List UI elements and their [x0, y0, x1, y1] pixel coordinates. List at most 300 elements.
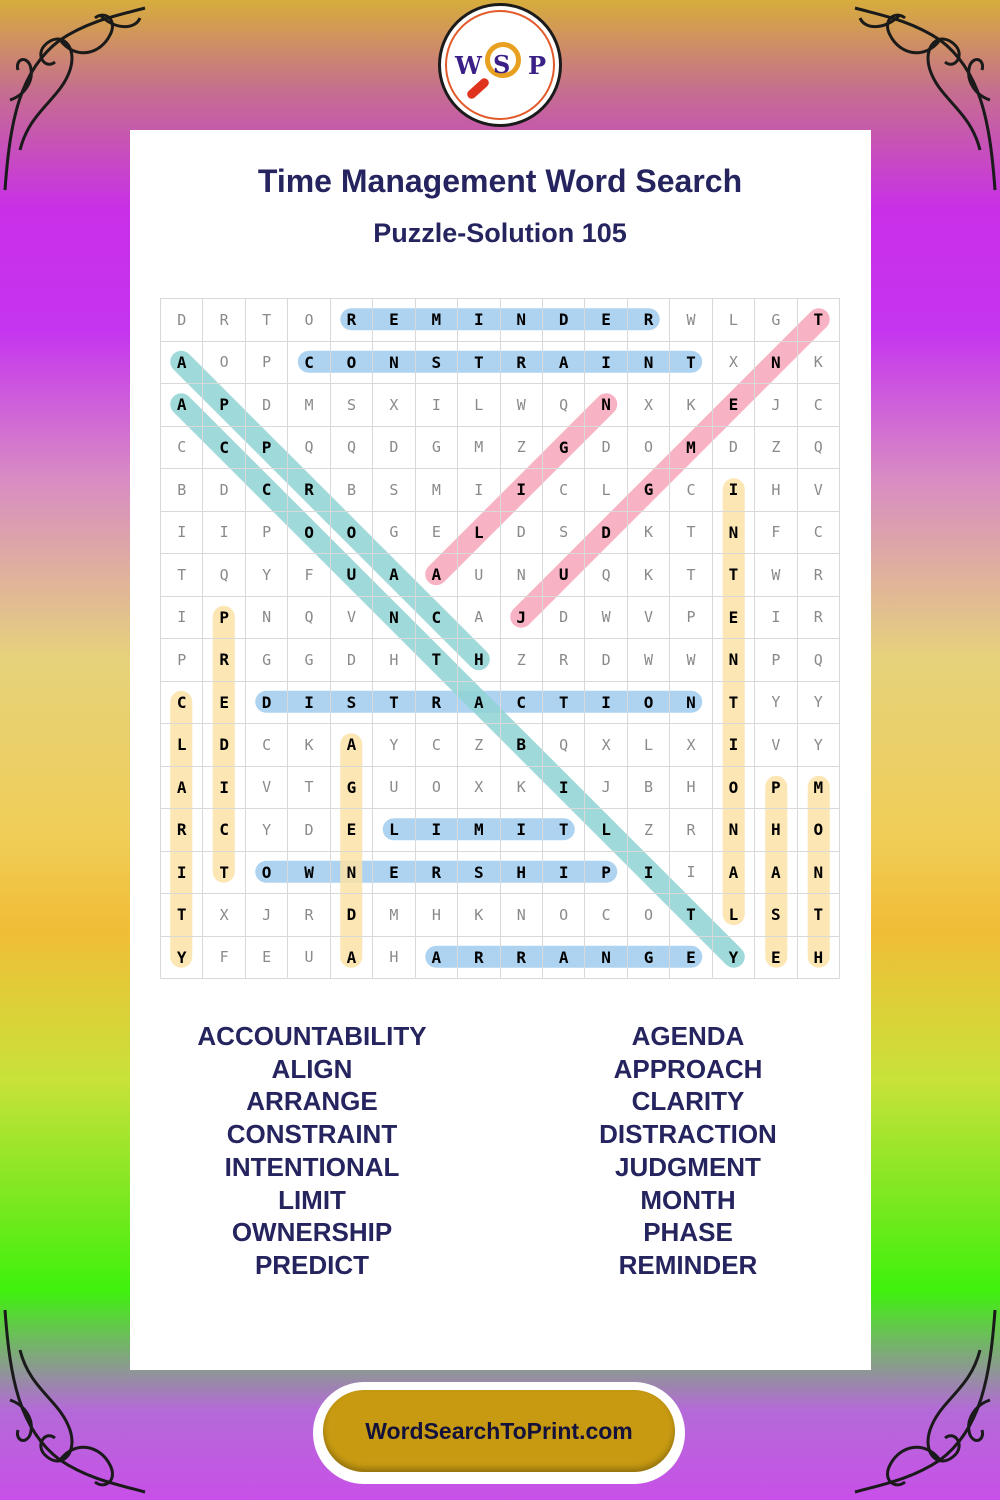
word-list-item: REMINDER [618, 1249, 758, 1280]
grid-row [161, 426, 840, 469]
grid-cell[interactable]: T [161, 554, 203, 597]
grid-cell[interactable]: S [330, 384, 372, 427]
grid-cell[interactable]: U [373, 766, 415, 809]
grid-cell[interactable]: A [330, 724, 372, 767]
grid-cell[interactable]: O [330, 341, 372, 384]
grid-cell[interactable]: I [712, 469, 754, 512]
word-list-item: PREDICT [254, 1249, 370, 1280]
word-list-item: INTENTIONAL [224, 1151, 400, 1182]
grid-cell[interactable]: M [458, 809, 500, 852]
grid-cell[interactable]: X [585, 724, 627, 767]
grid-cell[interactable]: V [627, 596, 669, 639]
grid-cell[interactable]: T [670, 894, 712, 937]
grid-cell[interactable]: I [585, 341, 627, 384]
letter-table [160, 298, 840, 979]
grid-cell[interactable]: I [458, 299, 500, 342]
grid-cell[interactable]: F [755, 511, 797, 554]
grid-cell[interactable]: W [670, 639, 712, 682]
grid-cell[interactable]: V [245, 766, 287, 809]
grid-cell[interactable]: T [161, 894, 203, 937]
grid-cell[interactable]: I [161, 511, 203, 554]
grid-cell[interactable]: Z [627, 809, 669, 852]
grid-cell[interactable]: N [373, 596, 415, 639]
grid-cell[interactable]: O [542, 894, 584, 937]
grid-cell[interactable]: U [330, 554, 372, 597]
grid-cell[interactable]: N [627, 341, 669, 384]
grid-cell[interactable]: H [755, 469, 797, 512]
grid-cell[interactable]: M [415, 299, 457, 342]
grid-cell[interactable]: G [330, 766, 372, 809]
grid-cell[interactable]: E [670, 936, 712, 979]
grid-cell[interactable]: C [161, 426, 203, 469]
grid-cell[interactable]: Y [245, 809, 287, 852]
grid-cell[interactable]: H [797, 936, 839, 979]
grid-cell[interactable]: T [797, 299, 839, 342]
grid-cell[interactable]: T [670, 511, 712, 554]
grid-cell[interactable]: K [288, 724, 330, 767]
grid-cell[interactable]: R [670, 809, 712, 852]
grid-row [161, 341, 840, 384]
grid-cell[interactable]: E [712, 384, 754, 427]
grid-cell[interactable]: P [670, 596, 712, 639]
grid-cell[interactable]: O [627, 894, 669, 937]
grid-cell[interactable]: X [458, 766, 500, 809]
grid-cell[interactable]: S [755, 894, 797, 937]
grid-cell[interactable]: O [288, 299, 330, 342]
grid-cell[interactable]: Y [712, 936, 754, 979]
grid-cell[interactable]: V [755, 724, 797, 767]
grid-cell[interactable]: T [373, 681, 415, 724]
grid-cell[interactable]: D [585, 639, 627, 682]
grid-cell[interactable]: T [288, 766, 330, 809]
grid-cell[interactable]: R [458, 936, 500, 979]
grid-cell[interactable]: P [203, 384, 245, 427]
grid-cell[interactable]: N [712, 511, 754, 554]
grid-cell[interactable]: D [245, 384, 287, 427]
grid-cell[interactable]: O [203, 341, 245, 384]
grid-cell[interactable]: H [755, 809, 797, 852]
grid-cell[interactable]: I [542, 766, 584, 809]
grid-cell[interactable]: E [203, 681, 245, 724]
grid-cell[interactable]: X [712, 341, 754, 384]
grid-cell[interactable]: I [415, 809, 457, 852]
grid-cell[interactable]: A [542, 936, 584, 979]
grid-cell[interactable]: R [288, 894, 330, 937]
grid-cell[interactable]: Q [797, 426, 839, 469]
grid-cell[interactable]: R [500, 341, 542, 384]
grid-cell[interactable]: S [458, 851, 500, 894]
grid-cell[interactable]: V [330, 596, 372, 639]
grid-cell[interactable]: N [712, 809, 754, 852]
grid-cell[interactable]: P [203, 596, 245, 639]
grid-cell[interactable]: N [755, 341, 797, 384]
grid-row [161, 639, 840, 682]
grid-cell[interactable]: U [288, 936, 330, 979]
grid-cell[interactable]: E [415, 511, 457, 554]
grid-row [161, 469, 840, 512]
grid-cell[interactable]: P [755, 766, 797, 809]
grid-cell[interactable]: E [245, 936, 287, 979]
grid-cell[interactable]: D [542, 299, 584, 342]
grid-cell[interactable]: D [500, 511, 542, 554]
grid-cell[interactable]: W [288, 851, 330, 894]
grid-cell[interactable]: Y [755, 681, 797, 724]
grid-cell[interactable]: A [161, 766, 203, 809]
grid-cell[interactable]: C [161, 681, 203, 724]
grid-cell[interactable]: E [585, 299, 627, 342]
grid-cell[interactable]: O [627, 426, 669, 469]
grid-cell[interactable]: T [245, 299, 287, 342]
grid-cell[interactable]: U [542, 554, 584, 597]
grid-cell[interactable]: A [755, 851, 797, 894]
grid-cell[interactable]: K [670, 384, 712, 427]
grid-cell[interactable]: I [670, 851, 712, 894]
grid-cell[interactable]: Y [245, 554, 287, 597]
grid-cell[interactable]: C [797, 384, 839, 427]
grid-cell[interactable]: N [585, 936, 627, 979]
grid-cell[interactable]: H [373, 936, 415, 979]
grid-row [161, 596, 840, 639]
grid-row [161, 511, 840, 554]
grid-cell[interactable]: K [797, 341, 839, 384]
grid-cell[interactable]: N [330, 851, 372, 894]
grid-cell[interactable]: O [797, 809, 839, 852]
grid-cell[interactable]: G [415, 426, 457, 469]
grid-cell[interactable]: N [500, 894, 542, 937]
grid-cell[interactable]: C [415, 596, 457, 639]
grid-cell[interactable]: W [500, 384, 542, 427]
grid-cell[interactable]: C [203, 426, 245, 469]
grid-cell[interactable]: D [330, 894, 372, 937]
grid-cell[interactable]: I [161, 851, 203, 894]
grid-cell[interactable]: E [330, 809, 372, 852]
grid-cell[interactable]: N [500, 299, 542, 342]
grid-cell[interactable]: O [288, 511, 330, 554]
grid-cell[interactable]: I [203, 766, 245, 809]
grid-cell[interactable]: I [500, 809, 542, 852]
grid-cell[interactable]: A [458, 681, 500, 724]
logo-letter-w: W [455, 51, 482, 80]
grid-cell[interactable]: F [288, 554, 330, 597]
grid-cell[interactable]: D [585, 426, 627, 469]
word-search-grid [160, 298, 840, 978]
grid-cell[interactable]: T [415, 639, 457, 682]
grid-cell[interactable]: I [415, 384, 457, 427]
grid-cell[interactable]: F [203, 936, 245, 979]
grid-cell[interactable]: Z [755, 426, 797, 469]
grid-cell[interactable]: D [288, 809, 330, 852]
logo-letter-p: P [528, 51, 547, 80]
grid-cell[interactable]: L [712, 299, 754, 342]
grid-cell[interactable]: N [712, 639, 754, 682]
grid-cell[interactable]: Y [797, 681, 839, 724]
grid-cell[interactable]: B [330, 469, 372, 512]
grid-cell[interactable]: C [585, 894, 627, 937]
grid-cell[interactable]: T [712, 554, 754, 597]
grid-cell[interactable]: T [203, 851, 245, 894]
grid-cell[interactable]: Y [161, 936, 203, 979]
wsp-logo [438, 3, 562, 127]
grid-cell[interactable]: L [585, 469, 627, 512]
grid-cell[interactable]: T [670, 341, 712, 384]
grid-cell[interactable]: D [373, 426, 415, 469]
corner-ornament-icon [850, 1300, 1000, 1500]
grid-cell[interactable]: O [415, 766, 457, 809]
grid-cell[interactable]: J [755, 384, 797, 427]
grid-row [161, 894, 840, 937]
grid-row [161, 851, 840, 894]
grid-cell[interactable]: H [670, 766, 712, 809]
word-list-item: ACCOUNTABILITY [197, 1021, 427, 1051]
word-list-right [508, 1020, 868, 1282]
grid-cell[interactable]: Q [542, 724, 584, 767]
grid-cell[interactable]: X [670, 724, 712, 767]
grid-cell[interactable]: T [542, 809, 584, 852]
grid-cell[interactable]: N [373, 341, 415, 384]
grid-cell[interactable]: A [330, 936, 372, 979]
grid-cell[interactable]: M [670, 426, 712, 469]
word-list-item: DISTRACTION [599, 1119, 777, 1150]
grid-cell[interactable]: N [585, 384, 627, 427]
grid-cell[interactable]: G [627, 469, 669, 512]
grid-cell[interactable]: P [161, 639, 203, 682]
grid-cell[interactable]: C [245, 469, 287, 512]
grid-cell[interactable]: E [755, 936, 797, 979]
grid-cell[interactable]: P [245, 511, 287, 554]
grid-cell[interactable]: I [500, 469, 542, 512]
word-list-item: PHASE [643, 1217, 733, 1248]
grid-cell[interactable]: X [627, 384, 669, 427]
grid-row [161, 681, 840, 724]
corner-ornament-icon [0, 1300, 150, 1500]
grid-cell[interactable]: C [288, 341, 330, 384]
grid-cell[interactable]: I [755, 596, 797, 639]
grid-cell[interactable]: O [330, 511, 372, 554]
grid-cell[interactable]: M [288, 384, 330, 427]
grid-cell[interactable]: R [288, 469, 330, 512]
grid-cell[interactable]: H [373, 639, 415, 682]
grid-cell[interactable]: S [415, 341, 457, 384]
grid-cell[interactable]: B [161, 469, 203, 512]
grid-cell[interactable]: I [161, 596, 203, 639]
grid-cell[interactable]: L [458, 384, 500, 427]
word-list-item: OWNERSHIP [231, 1217, 393, 1248]
grid-cell[interactable]: A [161, 384, 203, 427]
grid-cell[interactable]: B [627, 766, 669, 809]
grid-cell[interactable]: S [330, 681, 372, 724]
word-list-item: CLARITY [631, 1086, 745, 1117]
grid-cell[interactable]: D [712, 426, 754, 469]
grid-cell[interactable]: R [415, 851, 457, 894]
grid-cell[interactable]: P [755, 639, 797, 682]
word-list-item: APPROACH [613, 1053, 763, 1084]
grid-row [161, 384, 840, 427]
grid-cell[interactable]: A [458, 596, 500, 639]
grid-cell[interactable]: I [712, 724, 754, 767]
grid-cell[interactable]: Y [797, 724, 839, 767]
grid-cell[interactable]: L [458, 511, 500, 554]
grid-cell[interactable]: K [500, 766, 542, 809]
grid-cell[interactable]: C [245, 724, 287, 767]
grid-cell[interactable]: Q [585, 554, 627, 597]
grid-cell[interactable]: D [330, 639, 372, 682]
grid-cell[interactable]: O [627, 681, 669, 724]
grid-cell[interactable]: U [458, 554, 500, 597]
grid-cell[interactable]: O [245, 851, 287, 894]
grid-cell[interactable]: S [542, 511, 584, 554]
grid-cell[interactable]: Q [288, 426, 330, 469]
grid-cell[interactable]: Y [373, 724, 415, 767]
word-list-left [132, 1020, 492, 1282]
grid-cell[interactable]: G [373, 511, 415, 554]
grid-cell[interactable]: Q [330, 426, 372, 469]
grid-cell[interactable]: T [712, 681, 754, 724]
grid-cell[interactable]: Q [797, 639, 839, 682]
grid-cell[interactable]: O [712, 766, 754, 809]
grid-cell[interactable]: L [627, 724, 669, 767]
grid-cell[interactable]: D [585, 511, 627, 554]
grid-cell[interactable]: I [458, 469, 500, 512]
grid-cell[interactable]: A [542, 341, 584, 384]
grid-cell[interactable]: G [245, 639, 287, 682]
grid-row [161, 809, 840, 852]
word-list-item: ALIGN [271, 1053, 353, 1084]
word-list-item: ARRANGE [246, 1086, 378, 1117]
grid-row [161, 554, 840, 597]
grid-cell[interactable]: Q [203, 554, 245, 597]
grid-cell[interactable]: N [500, 554, 542, 597]
grid-cell[interactable]: D [542, 596, 584, 639]
grid-cell[interactable]: C [670, 469, 712, 512]
grid-cell[interactable]: K [458, 894, 500, 937]
logo-letter-s: S [493, 50, 511, 79]
grid-row [161, 936, 840, 979]
website-banner[interactable] [313, 1382, 685, 1484]
word-list-item: LIMIT [278, 1184, 346, 1215]
grid-cell[interactable]: H [415, 894, 457, 937]
grid-cell[interactable]: M [458, 426, 500, 469]
grid-cell[interactable]: T [542, 681, 584, 724]
grid-cell[interactable]: M [415, 469, 457, 512]
grid-cell[interactable]: R [500, 936, 542, 979]
grid-cell[interactable]: M [797, 766, 839, 809]
word-list-item: JUDGMENT [615, 1151, 761, 1182]
grid-cell[interactable]: Z [458, 724, 500, 767]
word-list-item: AGENDA [631, 1021, 745, 1051]
grid-cell[interactable]: A [161, 341, 203, 384]
grid-cell[interactable]: D [203, 724, 245, 767]
grid-cell[interactable]: A [712, 851, 754, 894]
grid-cell[interactable]: W [585, 596, 627, 639]
grid-cell[interactable]: J [245, 894, 287, 937]
grid-cell[interactable]: C [415, 724, 457, 767]
grid-cell[interactable]: C [797, 511, 839, 554]
grid-cell[interactable]: Q [542, 384, 584, 427]
grid-cell[interactable]: R [797, 596, 839, 639]
grid-cell[interactable]: M [373, 894, 415, 937]
grid-cell[interactable]: R [161, 809, 203, 852]
website-link[interactable]: WordSearchToPrint.com [323, 1390, 675, 1472]
grid-cell[interactable]: D [245, 681, 287, 724]
grid-cell[interactable]: L [161, 724, 203, 767]
grid-row [161, 724, 840, 767]
grid-cell[interactable]: I [585, 681, 627, 724]
grid-cell[interactable]: N [245, 596, 287, 639]
grid-cell[interactable]: E [373, 851, 415, 894]
grid-cell[interactable]: G [755, 299, 797, 342]
word-list-item: MONTH [640, 1184, 736, 1215]
grid-cell[interactable]: A [415, 936, 457, 979]
grid-cell[interactable]: I [288, 681, 330, 724]
grid-cell[interactable]: T [797, 894, 839, 937]
grid-cell[interactable]: J [500, 596, 542, 639]
grid-cell[interactable]: E [373, 299, 415, 342]
grid-cell[interactable]: P [585, 851, 627, 894]
grid-cell[interactable]: T [458, 341, 500, 384]
grid-cell[interactable]: G [542, 426, 584, 469]
grid-cell[interactable]: C [542, 469, 584, 512]
grid-cell[interactable]: W [755, 554, 797, 597]
grid-cell[interactable]: I [203, 511, 245, 554]
grid-row [161, 299, 840, 342]
grid-cell[interactable]: K [627, 554, 669, 597]
grid-cell[interactable]: R [330, 299, 372, 342]
grid-cell[interactable]: W [670, 299, 712, 342]
grid-cell[interactable]: R [203, 639, 245, 682]
grid-cell[interactable]: E [712, 596, 754, 639]
grid-cell[interactable]: P [245, 426, 287, 469]
grid-cell[interactable]: R [203, 299, 245, 342]
grid-cell[interactable]: R [542, 639, 584, 682]
grid-cell[interactable]: K [627, 511, 669, 554]
page-title: Time Management Word Search [257, 163, 743, 199]
grid-cell[interactable]: N [670, 681, 712, 724]
grid-cell[interactable]: J [585, 766, 627, 809]
grid-cell[interactable]: W [627, 639, 669, 682]
grid-cell[interactable]: L [585, 809, 627, 852]
grid-cell[interactable]: I [542, 851, 584, 894]
grid-cell[interactable]: A [415, 554, 457, 597]
grid-cell[interactable]: C [500, 681, 542, 724]
grid-cell[interactable]: N [797, 851, 839, 894]
grid-cell[interactable]: H [500, 851, 542, 894]
grid-cell[interactable]: R [627, 299, 669, 342]
page-subtitle: Puzzle-Solution 105 [373, 218, 627, 248]
grid-cell[interactable]: V [797, 469, 839, 512]
grid-cell[interactable]: L [373, 809, 415, 852]
grid-cell[interactable]: R [415, 681, 457, 724]
grid-cell[interactable]: R [797, 554, 839, 597]
grid-cell[interactable]: B [500, 724, 542, 767]
grid-cell[interactable]: D [161, 299, 203, 342]
grid-cell[interactable]: Q [288, 596, 330, 639]
grid-cell[interactable]: G [288, 639, 330, 682]
grid-cell[interactable]: I [627, 851, 669, 894]
grid-cell[interactable]: G [627, 936, 669, 979]
grid-cell[interactable]: X [373, 384, 415, 427]
grid-cell[interactable]: L [712, 894, 754, 937]
grid-cell[interactable]: C [203, 809, 245, 852]
grid-cell[interactable]: Z [500, 426, 542, 469]
grid-cell[interactable]: Z [500, 639, 542, 682]
grid-cell[interactable]: A [373, 554, 415, 597]
grid-cell[interactable]: T [670, 554, 712, 597]
grid-cell[interactable]: X [203, 894, 245, 937]
grid-cell[interactable]: P [245, 341, 287, 384]
grid-cell[interactable]: D [203, 469, 245, 512]
grid-cell[interactable]: H [458, 639, 500, 682]
grid-cell[interactable]: S [373, 469, 415, 512]
